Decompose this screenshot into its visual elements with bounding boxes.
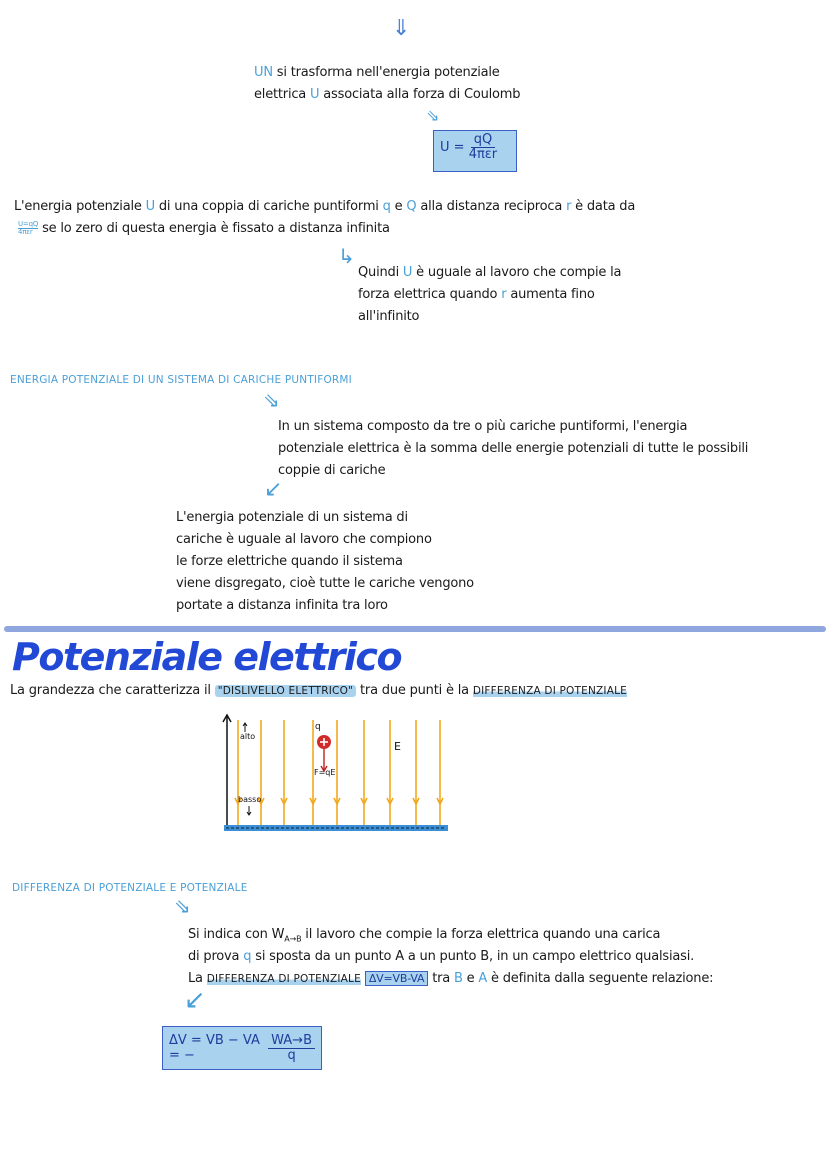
system-def-line-1: L'energia potenziale di un sistema di [176, 510, 408, 525]
section-heading-difference: DIFFERENZA DI POTENZIALE E POTENZIALE [12, 882, 248, 894]
q-symbol: q [243, 949, 252, 964]
field-label: E [394, 740, 401, 753]
u-symbol: U [145, 199, 155, 214]
intro-text: associata alla forza di Coulomb [319, 87, 521, 102]
mini-den: 4πεr [18, 228, 33, 236]
quindi-text: aumenta fino [506, 287, 595, 302]
r-symbol: r [566, 199, 572, 214]
definition-line-1 [14, 196, 635, 218]
u-symbol: U [402, 265, 413, 280]
definition-line-2 [18, 218, 390, 240]
label-high: alto [240, 732, 256, 741]
def-text: di una coppia di cariche puntiformi [154, 199, 383, 214]
highlight-dislivello: "DISLIVELLO ELETTRICO" [215, 685, 356, 697]
system-para-line-1: In un sistema composto da tre o più cariche puntiformi, l'energia [278, 419, 688, 434]
quindi-line-1 [358, 262, 621, 284]
intro-text: tra due punti è la [356, 683, 473, 698]
def-text: è data da [571, 199, 636, 214]
formula-denominator: 4πεr [468, 147, 498, 162]
work-subscript: A→B [284, 934, 302, 944]
intro-text: La grandezza che caratterizza il [10, 683, 215, 698]
section-divider [4, 626, 826, 632]
u-symbol: U [310, 87, 320, 102]
intro-line-2 [254, 84, 520, 106]
B-symbol: B [453, 971, 463, 986]
intro-text: elettrica [254, 87, 311, 102]
un-symbol: UN [254, 65, 273, 80]
intro-line-1 [254, 62, 500, 84]
curved-arrow-icon: ↙ [264, 477, 283, 502]
potential-difference-formula-box [162, 1026, 322, 1070]
diff-text: è definita dalla seguente relazione: [487, 971, 714, 986]
quindi-text: Quindi [358, 265, 403, 280]
page-title: Potenziale elettrico [12, 635, 402, 679]
system-para-line-2: potenziale elettrica è la somma delle energie potenziali di tutte le possibili [278, 441, 749, 456]
force-label: F=qE [314, 768, 336, 777]
def-text: L'energia potenziale [14, 199, 146, 214]
formula-lhs: ΔV = VB − VA = − [169, 1033, 260, 1063]
label-low: basso [238, 795, 262, 804]
double-arrow-down-icon: ⇓ [392, 16, 411, 41]
arrow-down-right-icon: ⇘ [174, 894, 191, 918]
coulomb-energy-formula-box [433, 130, 517, 172]
formula-numerator: WA→B [268, 1034, 315, 1049]
difference-line-2 [188, 946, 694, 968]
quindi-text: forza elettrica quando [358, 287, 502, 302]
system-para-line-3: coppie di cariche [278, 463, 386, 478]
delta-v-inline-box: ΔV=VB-VA [365, 971, 428, 986]
mini-num: U=qQ [18, 220, 39, 228]
arrow-down-right-icon: ⇘ [426, 106, 440, 125]
highlight-ddp: DIFFERENZA DI POTENZIALE [472, 685, 627, 697]
system-def-line-5: portate a distanza infinita tra loro [176, 598, 388, 613]
A-symbol: A [478, 971, 488, 986]
curved-arrow-icon: ↳ [338, 244, 355, 268]
difference-line-3 [188, 968, 713, 990]
charge-label: q [315, 722, 321, 732]
diff-text: di prova [188, 949, 244, 964]
formula-denominator: q [287, 1047, 296, 1063]
intro-text: si trasforma nell'energia potenziale [272, 65, 500, 80]
system-def-line-2: cariche è uguale al lavoro che compiono [176, 532, 432, 547]
diff-text: il lavoro che compie la forza elettrica quando una carica [301, 927, 661, 942]
def-text: se lo zero di questa energia è fissato a distanza infinita [38, 221, 390, 236]
arrow-down-right-icon: ⇘ [263, 388, 280, 412]
quindi-line-2 [358, 284, 595, 306]
mini-formula [18, 221, 38, 236]
diff-text: Si indica con [188, 927, 272, 942]
formula-fraction [469, 133, 497, 162]
def-text: e [390, 199, 407, 214]
Q-symbol: Q [406, 199, 417, 214]
q-symbol: q [382, 199, 391, 214]
formula-lhs: U = [440, 140, 465, 155]
diff-text: si sposta da un punto A a un punto B, in un campo elettrico qualsiasi. [251, 949, 695, 964]
system-def-line-3: le forze elettriche quando il sistema [176, 554, 403, 569]
def-text: alla distanza reciproca [416, 199, 567, 214]
r-symbol: r [501, 287, 507, 302]
uniform-field-diagram [218, 710, 450, 836]
diff-text: e [462, 971, 479, 986]
quindi-text: è uguale al lavoro che compie la [412, 265, 622, 280]
section-heading-system: ENERGIA POTENZIALE DI UN SISTEMA DI CARICHE PUNTIFORMI [10, 374, 352, 386]
diff-text: tra [428, 971, 454, 986]
diff-text: La [188, 971, 207, 986]
quindi-line-3: all'infinito [358, 309, 420, 324]
system-def-line-4: viene disgregato, cioè tutte le cariche vengono [176, 576, 474, 591]
highlight-ddp: DIFFERENZA DI POTENZIALE [206, 973, 361, 985]
formula-numerator: qQ [471, 133, 495, 148]
curved-arrow-icon: ↙ [184, 985, 206, 1015]
potential-intro-line [10, 680, 627, 702]
work-symbol: W [271, 927, 285, 942]
formula-fraction [268, 1034, 315, 1063]
